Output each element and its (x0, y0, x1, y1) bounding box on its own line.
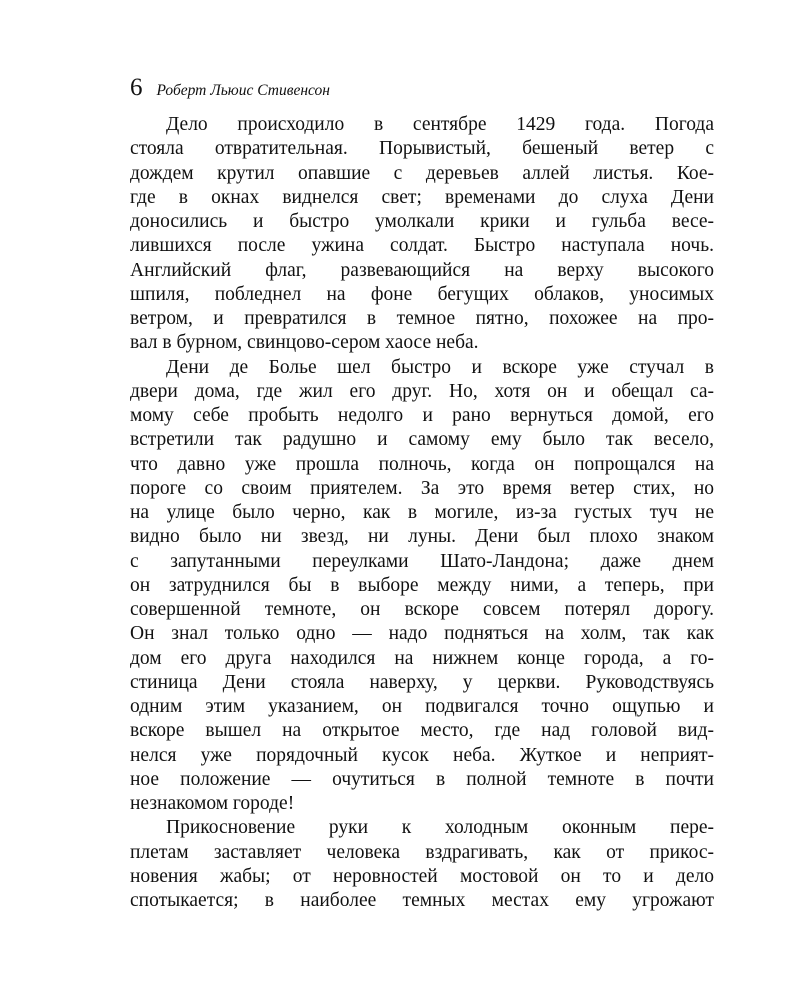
text-line-3: дождем крутил опавшие с деревьев аллей листья. Кое- (130, 162, 714, 184)
text-line-27: нелся уже порядочный кусок неба. Жуткое и неприят- (130, 744, 714, 766)
text-line-13: мому себе пробыть недолго и рано вернуться домой, его (130, 405, 714, 426)
text-line-29: незнакомом городе! (130, 793, 295, 814)
text-line-23: дом его друга находился на нижнем конце города, а го- (130, 647, 714, 669)
body-text (130, 113, 714, 913)
text-line-4: где в окнах виднелся свет; временами до слуха Дени (130, 186, 714, 208)
text-line-32: новения жабы; от неровностей мостовой он то и дело (130, 865, 714, 887)
text-line-17: на улице было черно, как в могиле, из-за густых туч не (130, 502, 714, 523)
text-line-15: что давно уже прошла полночь, когда он попрощался на (130, 453, 714, 475)
page-number: 6 (130, 74, 143, 101)
text-line-16: пороге со своим приятелем. За это время ветер стих, но (130, 477, 714, 499)
text-line-22: Он знал только одно — надо подняться на холм, так как (130, 623, 714, 645)
text-line-7: Английский флаг, развевающийся на верху высокого (130, 259, 714, 281)
text-line-20: он затруднился бы в выборе между ними, а теперь, при (130, 574, 714, 596)
text-line-28: ное положение — очутиться в полной темноте в почти (130, 768, 714, 790)
text-line-9: ветром, и превратился в темное пятно, похожее на про- (130, 308, 714, 329)
running-head (130, 74, 330, 104)
text-line-26: вскоре вышел на открытое место, где над головой вид- (130, 720, 714, 742)
text-line-25: одним этим указанием, он подвигался точно ощупью и (130, 696, 714, 717)
text-line-2: стояла отвратительная. Порывистый, бешеный ветер с (130, 138, 714, 160)
text-line-1: Дело происходило в сентябре 1429 года. Погода (166, 114, 714, 135)
text-line-19: с запутанными переулками Шато-Ландона; даже днем (130, 550, 714, 572)
text-line-8: шпиля, побледнел на фоне бегущих облаков, уносимых (130, 283, 714, 305)
text-line-10: вал в бурном, свинцово-сером хаосе неба. (130, 332, 479, 354)
running-head-title: Роберт Льюис Стивенсон (156, 82, 330, 99)
text-line-24: стиница Дени стояла наверху, у церкви. Руководствуясь (130, 671, 714, 693)
text-line-12: двери дома, где жил его друг. Но, хотя он и обещал са- (130, 380, 714, 402)
text-line-31: плетам заставляет человека вздрагивать, как от прикос- (130, 841, 714, 863)
text-line-33: спотыкается; в наиболее темных местах ему угрожают (130, 890, 714, 911)
text-line-14: встретили так радушно и самому ему было так весело, (130, 429, 714, 451)
text-line-21: совершенной темноте, он вскоре совсем потерял дорогу. (130, 599, 714, 620)
text-line-18: видно было ни звезд, ни луны. Дени был плохо знаком (130, 526, 714, 548)
text-line-5: доносились и быстро умолкали крики и гульба весе- (130, 211, 714, 232)
text-line-30: Прикосновение руки к холодным оконным пере- (166, 817, 714, 839)
text-line-11: Дени де Болье шел быстро и вскоре уже стучал в (166, 356, 714, 378)
text-line-6: лившихся после ужина солдат. Быстро наступала ночь. (130, 235, 714, 257)
